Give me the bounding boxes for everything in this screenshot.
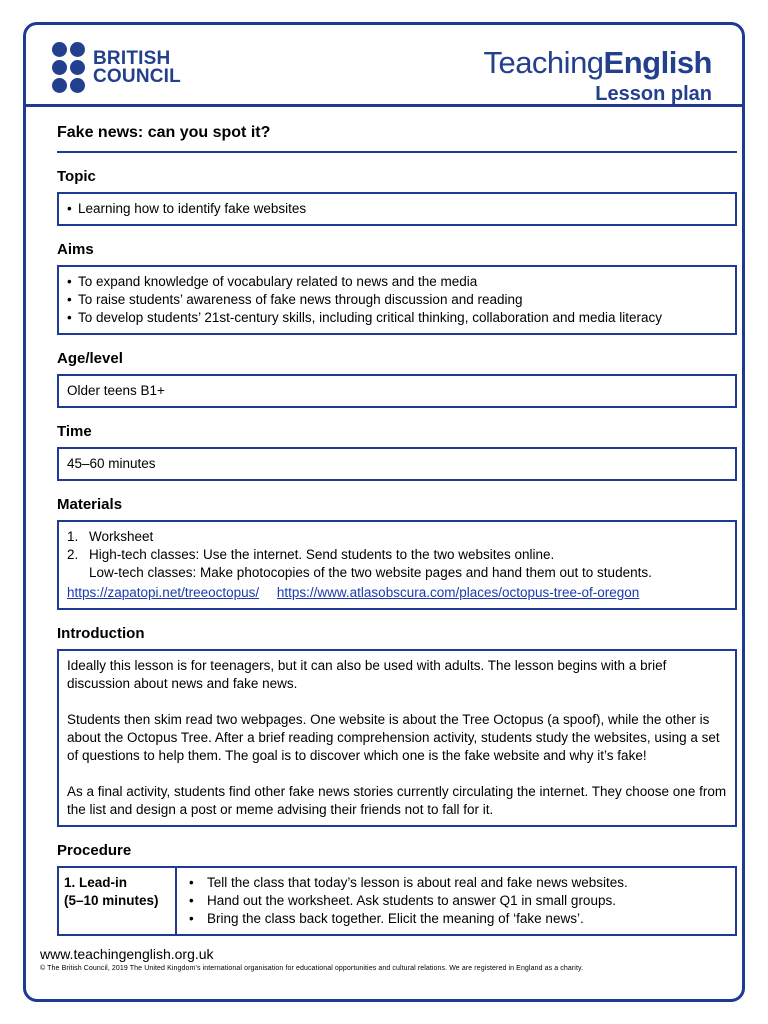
age-value: Older teens B1+ [67,383,165,398]
introduction-box [57,649,737,827]
age-heading: Age/level [57,350,123,367]
material-num-2: 2. [67,547,79,562]
time-value: 45–60 minutes [67,456,156,471]
stage-title: 1. Lead-in [64,875,128,890]
brand-line-2: COUNCIL [93,65,181,87]
content [57,124,737,936]
te-part1: Teaching [483,45,604,80]
lesson-title: Fake news: can you spot it? [57,124,737,153]
british-council-logo [52,42,181,93]
materials-heading: Materials [57,496,123,513]
te-part2: English [603,45,712,80]
intro-paragraph-1: Ideally this lesson is for teenagers, but it can also be used with adults. The lesson begins with a brief discussion about news and fake news. [67,658,667,691]
aims-heading: Aims [57,241,94,258]
aims-box [57,265,737,335]
time-heading: Time [57,423,92,440]
material-num-1: 1. [67,529,79,544]
procedure-steps [177,868,735,934]
atlasobscura-link[interactable]: https://www.atlasobscura.com/places/octopus-tree-of-oregon [276,585,640,600]
material-item-1: Worksheet [89,529,154,544]
header [26,25,742,107]
zapatopi-link[interactable]: https://zapatopi.net/treeoctopus/ [67,585,260,600]
topic-box [57,192,737,226]
footer-url[interactable]: www.teachingenglish.org.uk [40,946,214,962]
stage-time: (5–10 minutes) [64,893,159,908]
aim-item: • To expand knowledge of vocabulary related to news and the media [67,273,727,291]
age-box [57,374,737,408]
british-council-dots-icon [52,42,85,93]
topic-item: • Learning how to identify fake websites [67,200,727,218]
procedure-heading: Procedure [57,842,132,859]
intro-paragraph-3: As a final activity, students find other fake news stories currently circulating the internet. They choose one from the list and design a post or meme advising their friends not to fall for it. [67,784,727,817]
aim-item: • To develop students’ 21st-century skills, including critical thinking, collaboration and media literacy [67,309,727,327]
intro-paragraph-2: Students then skim read two webpages. One website is about the Tree Octopus (a spoof), while the other is about the Octopus Tree. After a brief reading comprehension activity, students study the websites, using a set of questions to help them. The goal is to discover which one is the fake website and why it’s fake! [67,712,720,763]
time-box [57,447,737,481]
aim-item: • To raise students’ awareness of fake news through discussion and reading [67,291,727,309]
lesson-plan-subtitle: Lesson plan [595,83,712,105]
introduction-heading: Introduction [57,625,145,642]
footer-copyright: © The British Council, 2019 The United Kingdom’s international organisation for educational opportunities and cultural relations. We are registered in England as a charity. [40,965,584,972]
procedure-table [57,866,737,936]
procedure-step: • Bring the class back together. Elicit the meaning of ‘fake news’. [185,910,725,928]
lesson-plan-frame [23,22,745,1002]
procedure-stage [59,868,177,934]
materials-box [57,520,737,610]
material-item-2-line1: High-tech classes: Use the internet. Send students to the two websites online. [89,547,555,562]
procedure-step: • Tell the class that today’s lesson is about real and fake news websites. [185,874,725,892]
teaching-english-logo [483,47,712,106]
topic-heading: Topic [57,168,96,185]
procedure-step: • Hand out the worksheet. Ask students to answer Q1 in small groups. [185,892,725,910]
material-item-2-line2: Low-tech classes: Make photocopies of the two website pages and hand them out to students. [89,565,652,580]
footer [40,946,583,972]
brand-line-1: BRITISH [93,47,171,69]
